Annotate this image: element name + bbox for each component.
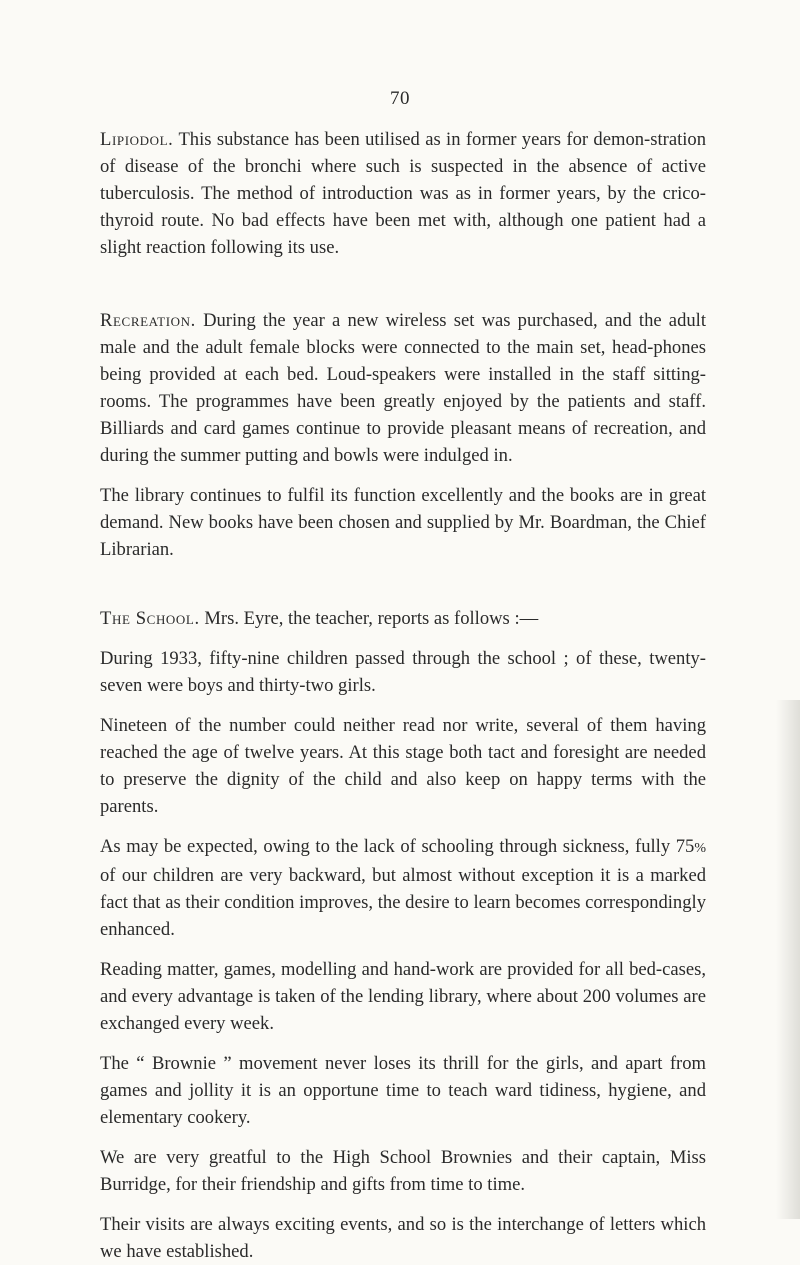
page-body [100, 126, 706, 1265]
paragraph-backwardness [100, 833, 706, 943]
section-heading-school: The School. [100, 608, 200, 629]
paragraph-visits: Their visits are always exciting events, and so is the interchange of letters which we have established. [100, 1214, 706, 1262]
paragraph-recreation [100, 307, 706, 469]
paragraph-lipiodol [100, 126, 706, 261]
paragraph-enrolment: During 1933, fifty-nine children passed through the school ; of these, twenty-seven were boys and thirty-two girls. [100, 648, 706, 696]
page-edge-shadow [776, 700, 800, 1219]
section-heading-lipiodol: Lipiodol. [100, 129, 174, 150]
paragraph-brownie-movement: The “ Brownie ” movement never loses its thrill for the girls, and apart from games and jollity it is an opportune time to teach ward tidiness, hygiene, and elementary cookery. [100, 1053, 706, 1128]
paragraph-text: As may be expected, owing to the lack of schooling through sickness, fully 75 [100, 836, 695, 857]
paragraph-library: The library continues to fulfil its function excellently and the books are in great demand. New books have been chosen and supplied by Mr. Boardman, the Chief Librarian. [100, 485, 706, 560]
page-number: 70 [390, 88, 410, 109]
paragraph-reading-matter: Reading matter, games, modelling and hand-work are provided for all bed-cases, and every advantage is taken of the lending library, where about 200 volumes are exchanged every week. [100, 959, 706, 1034]
paragraph-text: During the year a new wireless set was purchased, and the adult male and the adult female blocks were connected to the main set, head-phones being provided at each bed. Loud-speakers were installed in the staff sitting-rooms. The programmes have been greatly enjoyed by the patients and staff. Billiards and card games continue to provide pleasant means of recreation, and during the summer putting and bowls were indulged in. [100, 310, 706, 466]
paragraph-text: of our children are very backward, but almost without exception it is a marked fact that as their condition improves, the desire to learn becomes correspondingly enhanced. [100, 865, 706, 940]
section-heading-recreation: Recreation. [100, 310, 196, 331]
paragraph-school [100, 605, 706, 632]
paragraph-text: This substance has been utilised as in former years for demon-stration of disease of the bronchi where such is suspected in the absence of active tuberculosis. The method of introduction was as in former years, by the crico-thyroid route. No bad effects have been met with, although one patient had a slight reaction following its use. [100, 129, 707, 258]
paragraph-text: Mrs. Eyre, the teacher, reports as follows :— [204, 608, 539, 629]
percent-sign: % [694, 841, 706, 856]
paragraph-gratitude: We are very greatful to the High School Brownies and their captain, Miss Burridge, for their friendship and gifts from time to time. [100, 1147, 706, 1195]
paragraph-literacy: Nineteen of the number could neither read nor write, several of them having reached the age of twelve years. At this stage both tact and foresight are needed to preserve the dignity of the child and also keep on happy terms with the parents. [100, 715, 706, 817]
